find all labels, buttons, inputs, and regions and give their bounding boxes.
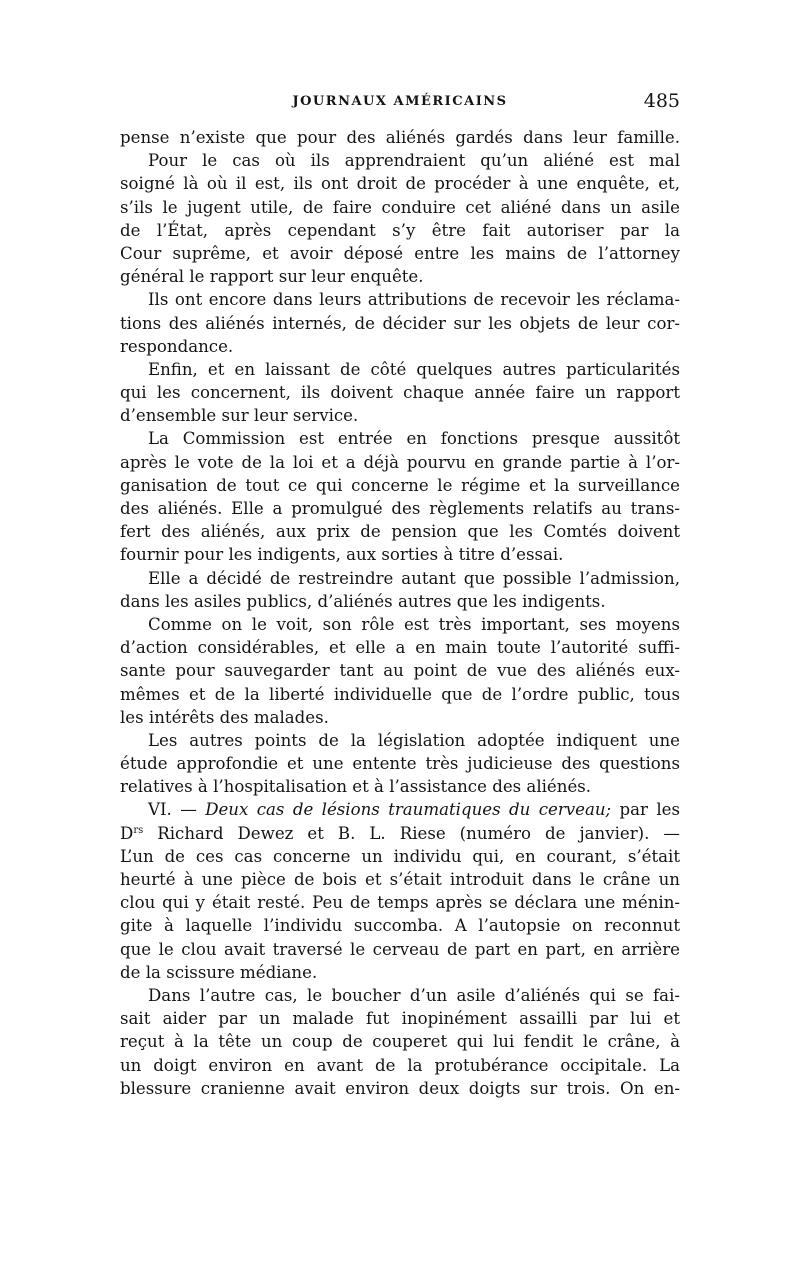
doctors-abbrev: D [120,823,134,843]
text-line: soigné là où il est, ils ont droit de procéder à une enquête, et, [120,174,680,194]
text-line: blessure cranienne avait environ deux doigts sur trois. On en- [120,1078,680,1098]
body-text [120,126,680,1100]
text-line: Cour suprême, et avoir déposé entre les mains de l’attorney [120,243,680,263]
text-line: Dans l’autre cas, le boucher d’un asile d’aliénés qui se fai- [148,985,680,1005]
authors-line [120,822,680,845]
text-line: que le clou avait traversé le cerveau de part en part, en arrière [120,939,680,959]
doctors-abbrev-superscript: rs [133,824,144,836]
text-line: après le vote de la loi et a déjà pourvu en grande partie à l’or- [120,452,680,472]
running-title: JOURNAUX AMÉRICAINS [292,94,508,109]
text-line: Elle a décidé de restreindre autant que possible l’admission, [148,568,680,588]
text-line: Comme on le voit, son rôle est très important, ses moyens [148,614,680,634]
text-line: de l’État, après cependant s’y être fait autoriser par la [120,220,680,240]
authors-text: Richard Dewez et B. L. Riese (numéro de janvier). — [143,823,680,843]
text-line: heurté à une pièce de bois et s’était introduit dans le crâne un [120,870,680,889]
text-line: général le rapport sur leur enquête. [120,267,424,287]
text-line: des aliénés. Elle a promulgué des règlements relatifs au trans- [120,499,680,518]
text-line: de la scissure médiane. [120,962,318,982]
text-line: fert des aliénés, aux prix de pension que les Comtés doivent [120,522,680,542]
section-title: Deux cas de lésions traumatiques du cerveau; [205,800,612,820]
text-line: sante pour sauvegarder tant au point de vue des aliénés eux- [120,661,680,681]
text-line: La Commission est entrée en fonctions presque aussitôt [148,429,680,449]
text-line: pense n’existe que pour des aliénés gardés dans leur famille. [120,128,680,147]
text-line: qui les concernent, ils doivent chaque année faire un rapport [120,383,680,403]
page-number: 485 [643,90,680,112]
text-line: reçut à la tête un coup de couperet qui lui fendit le crâne, à [120,1032,680,1052]
text-line: L’un de ces cas concerne un individu qui, en courant, s’était [120,846,680,866]
section-heading-line [120,798,680,821]
section-number: VI. — [148,800,206,820]
text-line: tions des aliénés internés, de décider sur les objets de leur cor- [120,313,680,333]
text-line: ganisation de tout ce qui concerne le régime et la surveillance [120,475,680,495]
text-line: fournir pour les indigents, aux sorties à titre d’essai. [120,545,564,565]
text-line: Pour le cas où ils apprendraient qu’un aliéné est mal [148,151,680,171]
text-line: un doigt environ en avant de la protubérance occipitale. La [120,1055,680,1075]
text-line: étude approfondie et une entente très judicieuse des questions [120,754,680,774]
text-line: Les autres points de la législation adoptée indiquent une [148,730,680,750]
text-line: gite à laquelle l’individu succomba. A l’autopsie on reconnut [120,916,680,936]
text-line: d’action considérables, et elle a en main toute l’autorité suffi- [120,638,680,658]
page-header [120,90,680,118]
text-line: sait aider par un malade fut inopinément assailli par lui et [120,1009,680,1029]
text-line: mêmes et de la liberté individuelle que de l’ordre public, tous [120,684,680,704]
text-line: s’ils le jugent utile, de faire conduire cet aliéné dans un asile [120,197,680,217]
text-line: relatives à l’hospitalisation et à l’assistance des aliénés. [120,777,592,797]
text-line: les intérêts des malades. [120,707,329,727]
text-line: dans les asiles publics, d’aliénés autres que les indigents. [120,591,606,611]
text-line: respondance. [120,336,234,356]
text-line: Enfin, et en laissant de côté quelques autres particularités [148,359,680,379]
text-line: d’ensemble sur leur service. [120,406,359,426]
text-line: clou qui y était resté. Peu de temps après se déclara une ménin- [120,893,680,913]
text-line: Ils ont encore dans leurs attributions de recevoir les réclama- [148,290,680,310]
section-heading-tail: par les [611,800,680,820]
